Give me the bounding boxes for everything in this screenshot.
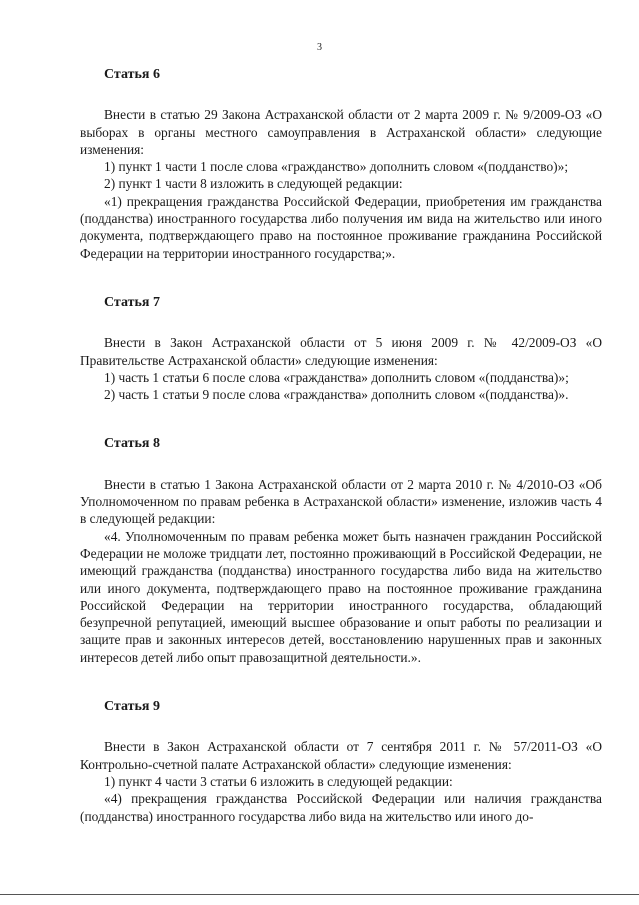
paragraph: Внести в Закон Астраханской области от 5 июня 2009 г. № 42/2009-ОЗ «О Правительстве Астраханской области» следующие изменения:	[80, 335, 602, 368]
paragraph: «4) прекращения гражданства Российской Федерации или наличия гражданства (подданства) иностранного государства либо вида на жительство или иного до-	[80, 791, 602, 824]
article-6	[80, 66, 602, 262]
paragraph: 1) часть 1 статьи 6 после слова «гражданства» дополнить словом «(подданства)»;	[104, 369, 569, 385]
page-number: 3	[317, 42, 322, 53]
paragraph: 1) пункт 4 части 3 статьи 6 изложить в следующей редакции:	[104, 773, 453, 789]
article-9	[80, 698, 602, 825]
article-8	[80, 435, 602, 666]
paragraph: «4. Уполномоченным по правам ребенка может быть назначен гражданин Российской Федерации не моложе тридцати лет, постоянно проживающий в Российской Федерации, не имеющий гражданства (подданства) иностранного государства либо вида на жительство или иного документа, подтверждающего право на постоянное проживание гражданина Российской Федерации на территории иностранного государства, обладающий безупречной репутацией, имеющий высшее образование и опыт работы по реализации и защите прав и законных интересов детей, восстановлению нарушенных прав и законных интересов детей либо опыт правозащитной деятельности.».	[80, 528, 602, 665]
article-title: Статья 7	[104, 294, 160, 310]
paragraph: Внести в статью 29 Закона Астраханской области от 2 марта 2009 г. № 9/2009-ОЗ «О выборах в органы местного самоуправления в Астраханской области» следующие изменения:	[80, 107, 602, 157]
page-bottom-rule	[0, 894, 639, 895]
document-body	[80, 60, 602, 857]
paragraph: Внести в статью 1 Закона Астраханской области от 2 марта 2010 г. № 4/2010-ОЗ «Об Уполномоченном по правам ребенка в Астраханской области» изменение, изложив часть 4 в следующей редакции:	[80, 476, 602, 527]
paragraph: Внести в Закон Астраханской области от 7 сентября 2011 г. № 57/2011-ОЗ «О Контрольно-счетной палате Астраханской области» следующие изменения:	[80, 739, 602, 772]
article-7	[80, 294, 602, 403]
paragraph: 2) пункт 1 части 8 изложить в следующей редакции:	[104, 176, 403, 192]
paragraph: 2) часть 1 статьи 9 после слова «гражданства» дополнить словом «(подданства)».	[104, 387, 569, 403]
paragraph: «1) прекращения гражданства Российской Федерации, приобретения им гражданства (подданства) иностранного государства либо получения им вида на жительство или иного документа, подтверждающего право на постоянное проживание гражданина Российской Федерации на территории иностранного государства;».	[80, 193, 602, 261]
article-title: Статья 6	[104, 67, 160, 82]
paragraph: 1) пункт 1 части 1 после слова «гражданство» дополнить словом «(подданство)»;	[104, 159, 569, 175]
article-title: Статья 8	[104, 436, 160, 452]
article-title: Статья 9	[104, 699, 160, 715]
